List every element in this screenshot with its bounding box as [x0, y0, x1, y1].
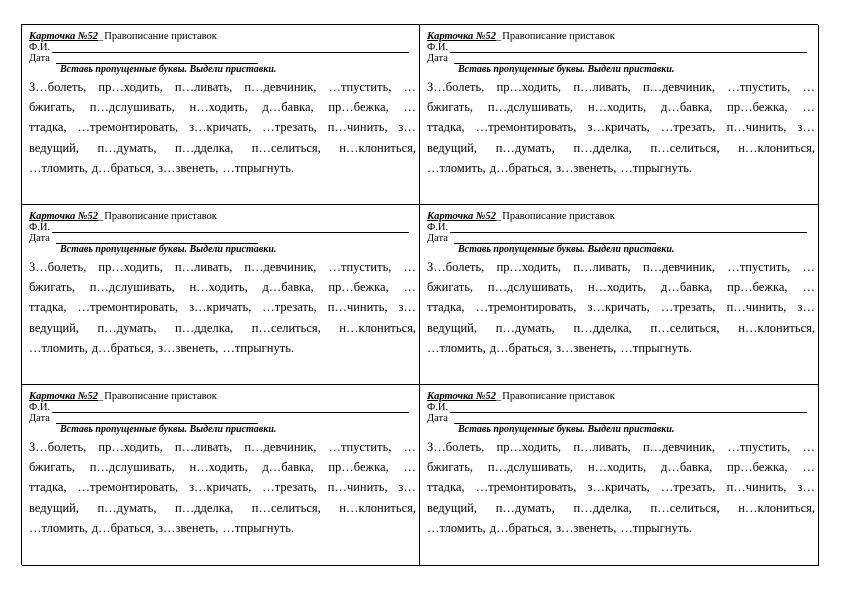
date-blank-line[interactable]: [454, 414, 656, 424]
date-label: Дата: [427, 233, 448, 244]
date-blank-line[interactable]: [454, 54, 656, 64]
exercise-word: п…дслушивать,: [89, 280, 175, 295]
date-field[interactable]: [29, 53, 416, 64]
exercise-word: д…бавка,: [262, 100, 314, 115]
exercise-word: ведущий,: [29, 320, 79, 335]
fio-field[interactable]: [29, 222, 416, 233]
exercise-word: …тпустить,: [727, 440, 791, 454]
exercise-word: З…болеть,: [29, 260, 87, 274]
exercise-word: …: [403, 440, 416, 454]
exercise-word: з…кричать,: [189, 480, 252, 495]
exercise-word: пр…бежка,: [328, 460, 389, 475]
exercise-text: [427, 437, 815, 538]
exercise-word: …трезать,: [262, 480, 317, 495]
exercise-word: …тремонтировать,: [475, 300, 577, 315]
exercise-word: …: [403, 280, 416, 295]
exercise-line: [29, 138, 416, 158]
exercise-word: пр…бежка,: [727, 460, 788, 475]
exercise-word: п…чинить,: [726, 300, 787, 315]
card-topic: Правописание приставок: [502, 31, 615, 42]
exercise-word: …тпрыгнуть.: [620, 160, 693, 175]
exercise-word: з…звенеть,: [158, 160, 219, 175]
date-label: Дата: [29, 233, 50, 244]
exercise-word: п…дслушивать,: [487, 100, 574, 115]
card-topic-separator: _: [98, 391, 104, 402]
exercise-word: пр…ходить,: [496, 440, 562, 454]
exercise-word: п…дслушивать,: [89, 460, 175, 475]
card-header: [427, 31, 815, 42]
exercise-word: п…дделка,: [175, 500, 234, 515]
exercise-line: [29, 437, 416, 457]
exercise-word: п…селиться,: [650, 320, 720, 335]
exercise-line: [29, 277, 416, 297]
exercise-word: …тломить,: [427, 160, 486, 175]
exercise-word: з…звенеть,: [556, 340, 617, 355]
exercise-word: п…думать,: [495, 140, 555, 155]
exercise-word: ттадка,: [427, 120, 465, 135]
exercise-word: пр…бежка,: [727, 100, 788, 115]
exercise-word: з…кричать,: [587, 120, 650, 135]
exercise-word: З…болеть,: [29, 440, 87, 454]
exercise-word: н…ходить,: [587, 460, 647, 475]
exercise-word: ведущий,: [427, 140, 477, 155]
fio-field[interactable]: [427, 222, 815, 233]
exercise-line: [29, 97, 416, 117]
exercise-word: …тпрыгнуть.: [222, 520, 295, 535]
exercise-word: пр…бежка,: [727, 280, 788, 295]
exercise-line: [29, 257, 416, 277]
card-sheet: [21, 24, 818, 565]
card-number: Карточка №52: [29, 31, 99, 42]
card-number: Карточка №52: [29, 211, 99, 222]
fio-blank-line[interactable]: [52, 403, 409, 413]
exercise-line: [29, 498, 416, 518]
exercise-word: п…селиться,: [650, 140, 720, 155]
exercise-line: [29, 518, 416, 538]
fio-blank-line[interactable]: [450, 403, 807, 413]
exercise-word: д…бавка,: [661, 100, 713, 115]
date-field[interactable]: [427, 53, 815, 64]
exercise-line: [427, 437, 815, 457]
exercise-word: …: [802, 440, 815, 454]
exercise-word: З…болеть,: [427, 80, 485, 94]
exercise-line: [29, 318, 416, 338]
exercise-word: …тломить,: [29, 160, 88, 175]
exercise-word: бжигать,: [427, 460, 474, 475]
exercise-word: п…дделка,: [573, 500, 632, 515]
card-topic-separator: _: [496, 391, 502, 402]
exercise-word: З…болеть,: [29, 80, 87, 94]
fio-label: Ф.И.: [427, 222, 449, 233]
exercise-word: з…: [797, 480, 815, 495]
exercise-word: п…дслушивать,: [89, 100, 175, 115]
exercise-word: …: [802, 80, 815, 94]
exercise-word: з…звенеть,: [556, 160, 617, 175]
exercise-word: п…чинить,: [726, 120, 787, 135]
fio-blank-line[interactable]: [450, 223, 807, 233]
exercise-line: [427, 297, 815, 317]
exercise-word: п…дделка,: [175, 320, 234, 335]
fio-blank-line[interactable]: [450, 43, 807, 53]
fio-blank-line[interactable]: [52, 223, 409, 233]
exercise-word: …трезать,: [660, 480, 716, 495]
exercise-word: п…девчиник,: [642, 260, 716, 274]
exercise-word: п…ливать,: [174, 260, 233, 274]
exercise-word: ведущий,: [427, 320, 477, 335]
exercise-word: пр…ходить,: [496, 260, 562, 274]
exercise-word: п…девчиник,: [642, 440, 716, 454]
card-topic-separator: _: [496, 211, 502, 222]
exercise-line: [427, 498, 815, 518]
exercise-word: н…клониться,: [339, 500, 416, 515]
exercise-word: д…браться,: [91, 160, 155, 175]
instruction: Вставь пропущенные буквы. Выдели приставки.: [458, 64, 675, 75]
date-blank-line[interactable]: [56, 54, 258, 64]
card-number: Карточка №52: [29, 391, 99, 402]
exercise-word: п…дделка,: [573, 320, 632, 335]
exercise-line: [29, 297, 416, 317]
exercise-word: …: [802, 280, 815, 295]
exercise-line: [29, 338, 416, 358]
exercise-word: д…бавка,: [262, 460, 314, 475]
exercise-word: п…ливать,: [174, 440, 233, 454]
card-topic: Правописание приставок: [104, 211, 217, 222]
fio-blank-line[interactable]: [52, 43, 409, 53]
exercise-word: п…дделка,: [573, 140, 632, 155]
fio-label: Ф.И.: [29, 402, 51, 413]
exercise-word: ттадка,: [29, 480, 67, 495]
date-blank-line[interactable]: [454, 234, 656, 244]
fio-field[interactable]: [427, 402, 815, 413]
exercise-word: н…ходить,: [189, 280, 248, 295]
exercise-word: з…: [398, 120, 416, 135]
exercise-word: п…дделка,: [175, 140, 234, 155]
exercise-line: [29, 457, 416, 477]
exercise-word: п…думать,: [97, 140, 157, 155]
exercise-word: н…ходить,: [587, 280, 647, 295]
exercise-word: …тремонтировать,: [77, 300, 179, 315]
card-topic: Правописание приставок: [104, 391, 217, 402]
exercise-word: …: [403, 80, 416, 94]
date-label: Дата: [427, 413, 448, 424]
exercise-word: …тпустить,: [328, 80, 392, 94]
exercise-line: [427, 518, 815, 538]
task-card-3: [22, 205, 420, 385]
exercise-word: бжигать,: [427, 100, 474, 115]
instruction: Вставь пропущенные буквы. Выдели приставки.: [458, 244, 675, 255]
exercise-line: [427, 117, 815, 137]
card-header: [29, 391, 416, 402]
exercise-word: н…ходить,: [189, 100, 248, 115]
task-card-5: [22, 385, 420, 566]
exercise-line: [427, 97, 815, 117]
exercise-word: н…клониться,: [738, 500, 815, 515]
exercise-word: ведущий,: [29, 140, 79, 155]
exercise-word: …тпустить,: [727, 260, 791, 274]
exercise-word: п…думать,: [495, 320, 555, 335]
exercise-word: ттадка,: [427, 480, 465, 495]
exercise-word: п…дслушивать,: [487, 280, 574, 295]
card-topic: Правописание приставок: [104, 31, 217, 42]
exercise-word: ттадка,: [29, 300, 67, 315]
exercise-word: з…звенеть,: [556, 520, 617, 535]
exercise-word: пр…ходить,: [496, 80, 562, 94]
exercise-word: …тломить,: [427, 340, 486, 355]
exercise-word: н…клониться,: [339, 320, 416, 335]
fio-label: Ф.И.: [427, 42, 449, 53]
exercise-text: [29, 437, 416, 538]
card-topic-separator: _: [98, 211, 104, 222]
exercise-word: з…: [797, 300, 815, 315]
date-blank-line[interactable]: [56, 414, 258, 424]
instruction: Вставь пропущенные буквы. Выдели приставки.: [60, 424, 277, 435]
exercise-word: …тломить,: [427, 520, 486, 535]
exercise-word: …: [802, 100, 815, 115]
exercise-word: п…чинить,: [327, 300, 388, 315]
exercise-word: …тремонтировать,: [77, 120, 179, 135]
card-header: [29, 211, 416, 222]
exercise-word: бжигать,: [29, 280, 76, 295]
exercise-word: п…селиться,: [650, 500, 720, 515]
exercise-line: [427, 477, 815, 497]
exercise-word: …: [403, 260, 416, 274]
card-header: [29, 31, 416, 42]
exercise-word: з…: [398, 300, 416, 315]
exercise-word: п…селиться,: [251, 320, 321, 335]
exercise-word: пр…ходить,: [98, 80, 163, 94]
exercise-line: [29, 477, 416, 497]
exercise-line: [427, 138, 815, 158]
card-number: Карточка №52: [427, 211, 497, 222]
exercise-text: [427, 257, 815, 358]
exercise-word: бжигать,: [427, 280, 474, 295]
exercise-word: п…девчиник,: [244, 80, 317, 94]
exercise-word: п…думать,: [97, 500, 157, 515]
exercise-word: …: [403, 460, 416, 475]
exercise-word: н…ходить,: [189, 460, 248, 475]
exercise-word: ттадка,: [427, 300, 465, 315]
exercise-word: д…бавка,: [661, 460, 713, 475]
exercise-word: п…думать,: [97, 320, 157, 335]
exercise-word: з…кричать,: [189, 300, 252, 315]
exercise-line: [427, 277, 815, 297]
exercise-word: н…клониться,: [339, 140, 416, 155]
date-field[interactable]: [427, 413, 815, 424]
card-topic: Правописание приставок: [502, 211, 615, 222]
exercise-word: …тпустить,: [328, 440, 392, 454]
exercise-word: …тпустить,: [328, 260, 392, 274]
exercise-word: з…кричать,: [189, 120, 252, 135]
exercise-word: з…кричать,: [587, 300, 650, 315]
exercise-word: пр…ходить,: [98, 440, 163, 454]
exercise-word: з…звенеть,: [158, 520, 219, 535]
exercise-word: …тпрыгнуть.: [620, 340, 693, 355]
exercise-line: [427, 318, 815, 338]
exercise-word: ведущий,: [427, 500, 477, 515]
exercise-word: …: [802, 460, 815, 475]
exercise-word: п…ливать,: [573, 80, 631, 94]
exercise-word: д…браться,: [91, 520, 155, 535]
task-card-2: [420, 25, 819, 205]
date-field[interactable]: [29, 233, 416, 244]
exercise-word: бжигать,: [29, 460, 76, 475]
card-topic-separator: _: [98, 31, 104, 42]
exercise-word: …трезать,: [660, 120, 716, 135]
exercise-word: …: [403, 100, 416, 115]
exercise-word: п…ливать,: [573, 440, 631, 454]
exercise-word: п…девчиник,: [244, 260, 317, 274]
exercise-word: …тломить,: [29, 340, 88, 355]
exercise-line: [427, 457, 815, 477]
date-field[interactable]: [427, 233, 815, 244]
exercise-line: [29, 117, 416, 137]
card-header: [427, 391, 815, 402]
exercise-line: [29, 158, 416, 178]
exercise-text: [29, 257, 416, 358]
exercise-word: З…болеть,: [427, 260, 485, 274]
exercise-word: з…звенеть,: [158, 340, 219, 355]
exercise-word: п…селиться,: [251, 140, 321, 155]
exercise-word: п…чинить,: [327, 120, 388, 135]
card-header: [427, 211, 815, 222]
fio-field[interactable]: [29, 402, 416, 413]
exercise-word: ттадка,: [29, 120, 67, 135]
exercise-word: …тремонтировать,: [475, 480, 577, 495]
exercise-word: з…: [797, 120, 815, 135]
exercise-word: пр…бежка,: [328, 100, 389, 115]
card-topic: Правописание приставок: [502, 391, 615, 402]
date-label: Дата: [29, 53, 50, 64]
exercise-line: [427, 257, 815, 277]
exercise-word: п…дслушивать,: [487, 460, 574, 475]
exercise-word: пр…ходить,: [98, 260, 163, 274]
date-blank-line[interactable]: [56, 234, 258, 244]
exercise-word: д…браться,: [489, 340, 553, 355]
exercise-word: н…клониться,: [738, 140, 815, 155]
exercise-word: д…бавка,: [661, 280, 713, 295]
exercise-word: п…думать,: [495, 500, 555, 515]
exercise-text: [29, 77, 416, 178]
exercise-word: З…болеть,: [427, 440, 485, 454]
card-number: Карточка №52: [427, 391, 497, 402]
exercise-word: д…браться,: [489, 160, 553, 175]
card-number: Карточка №52: [427, 31, 497, 42]
exercise-word: п…ливать,: [174, 80, 233, 94]
task-card-1: [22, 25, 420, 205]
exercise-word: п…ливать,: [573, 260, 631, 274]
instruction: Вставь пропущенные буквы. Выдели приставки.: [60, 244, 277, 255]
exercise-word: бжигать,: [29, 100, 76, 115]
exercise-word: …тломить,: [29, 520, 88, 535]
exercise-line: [427, 158, 815, 178]
exercise-word: …тремонтировать,: [475, 120, 577, 135]
date-field[interactable]: [29, 413, 416, 424]
exercise-word: …трезать,: [660, 300, 716, 315]
exercise-line: [427, 338, 815, 358]
task-card-6: [420, 385, 819, 566]
exercise-word: пр…бежка,: [328, 280, 389, 295]
exercise-word: …тпрыгнуть.: [222, 340, 295, 355]
exercise-word: з…: [398, 480, 416, 495]
exercise-word: з…кричать,: [587, 480, 650, 495]
exercise-word: …тпрыгнуть.: [222, 160, 295, 175]
fio-label: Ф.И.: [427, 402, 449, 413]
fio-label: Ф.И.: [29, 42, 51, 53]
fio-field[interactable]: [29, 42, 416, 53]
exercise-word: …трезать,: [262, 120, 317, 135]
exercise-word: д…браться,: [489, 520, 553, 535]
exercise-word: п…чинить,: [726, 480, 787, 495]
exercise-line: [427, 77, 815, 97]
exercise-word: ведущий,: [29, 500, 79, 515]
exercise-word: д…бавка,: [262, 280, 314, 295]
exercise-word: п…девчиник,: [642, 80, 716, 94]
exercise-word: …тпрыгнуть.: [620, 520, 693, 535]
exercise-word: …тремонтировать,: [77, 480, 179, 495]
instruction: Вставь пропущенные буквы. Выдели приставки.: [458, 424, 675, 435]
date-label: Дата: [427, 53, 448, 64]
card-topic-separator: _: [496, 31, 502, 42]
fio-label: Ф.И.: [29, 222, 51, 233]
exercise-word: …тпустить,: [727, 80, 791, 94]
exercise-word: н…ходить,: [587, 100, 647, 115]
exercise-word: н…клониться,: [738, 320, 815, 335]
date-label: Дата: [29, 413, 50, 424]
exercise-word: …: [802, 260, 815, 274]
exercise-word: д…браться,: [91, 340, 155, 355]
exercise-line: [29, 77, 416, 97]
exercise-word: п…селиться,: [251, 500, 321, 515]
exercise-text: [427, 77, 815, 178]
exercise-word: …трезать,: [262, 300, 317, 315]
exercise-word: п…чинить,: [327, 480, 388, 495]
instruction: Вставь пропущенные буквы. Выдели приставки.: [60, 64, 277, 75]
fio-field[interactable]: [427, 42, 815, 53]
task-card-4: [420, 205, 819, 385]
exercise-word: п…девчиник,: [244, 440, 317, 454]
